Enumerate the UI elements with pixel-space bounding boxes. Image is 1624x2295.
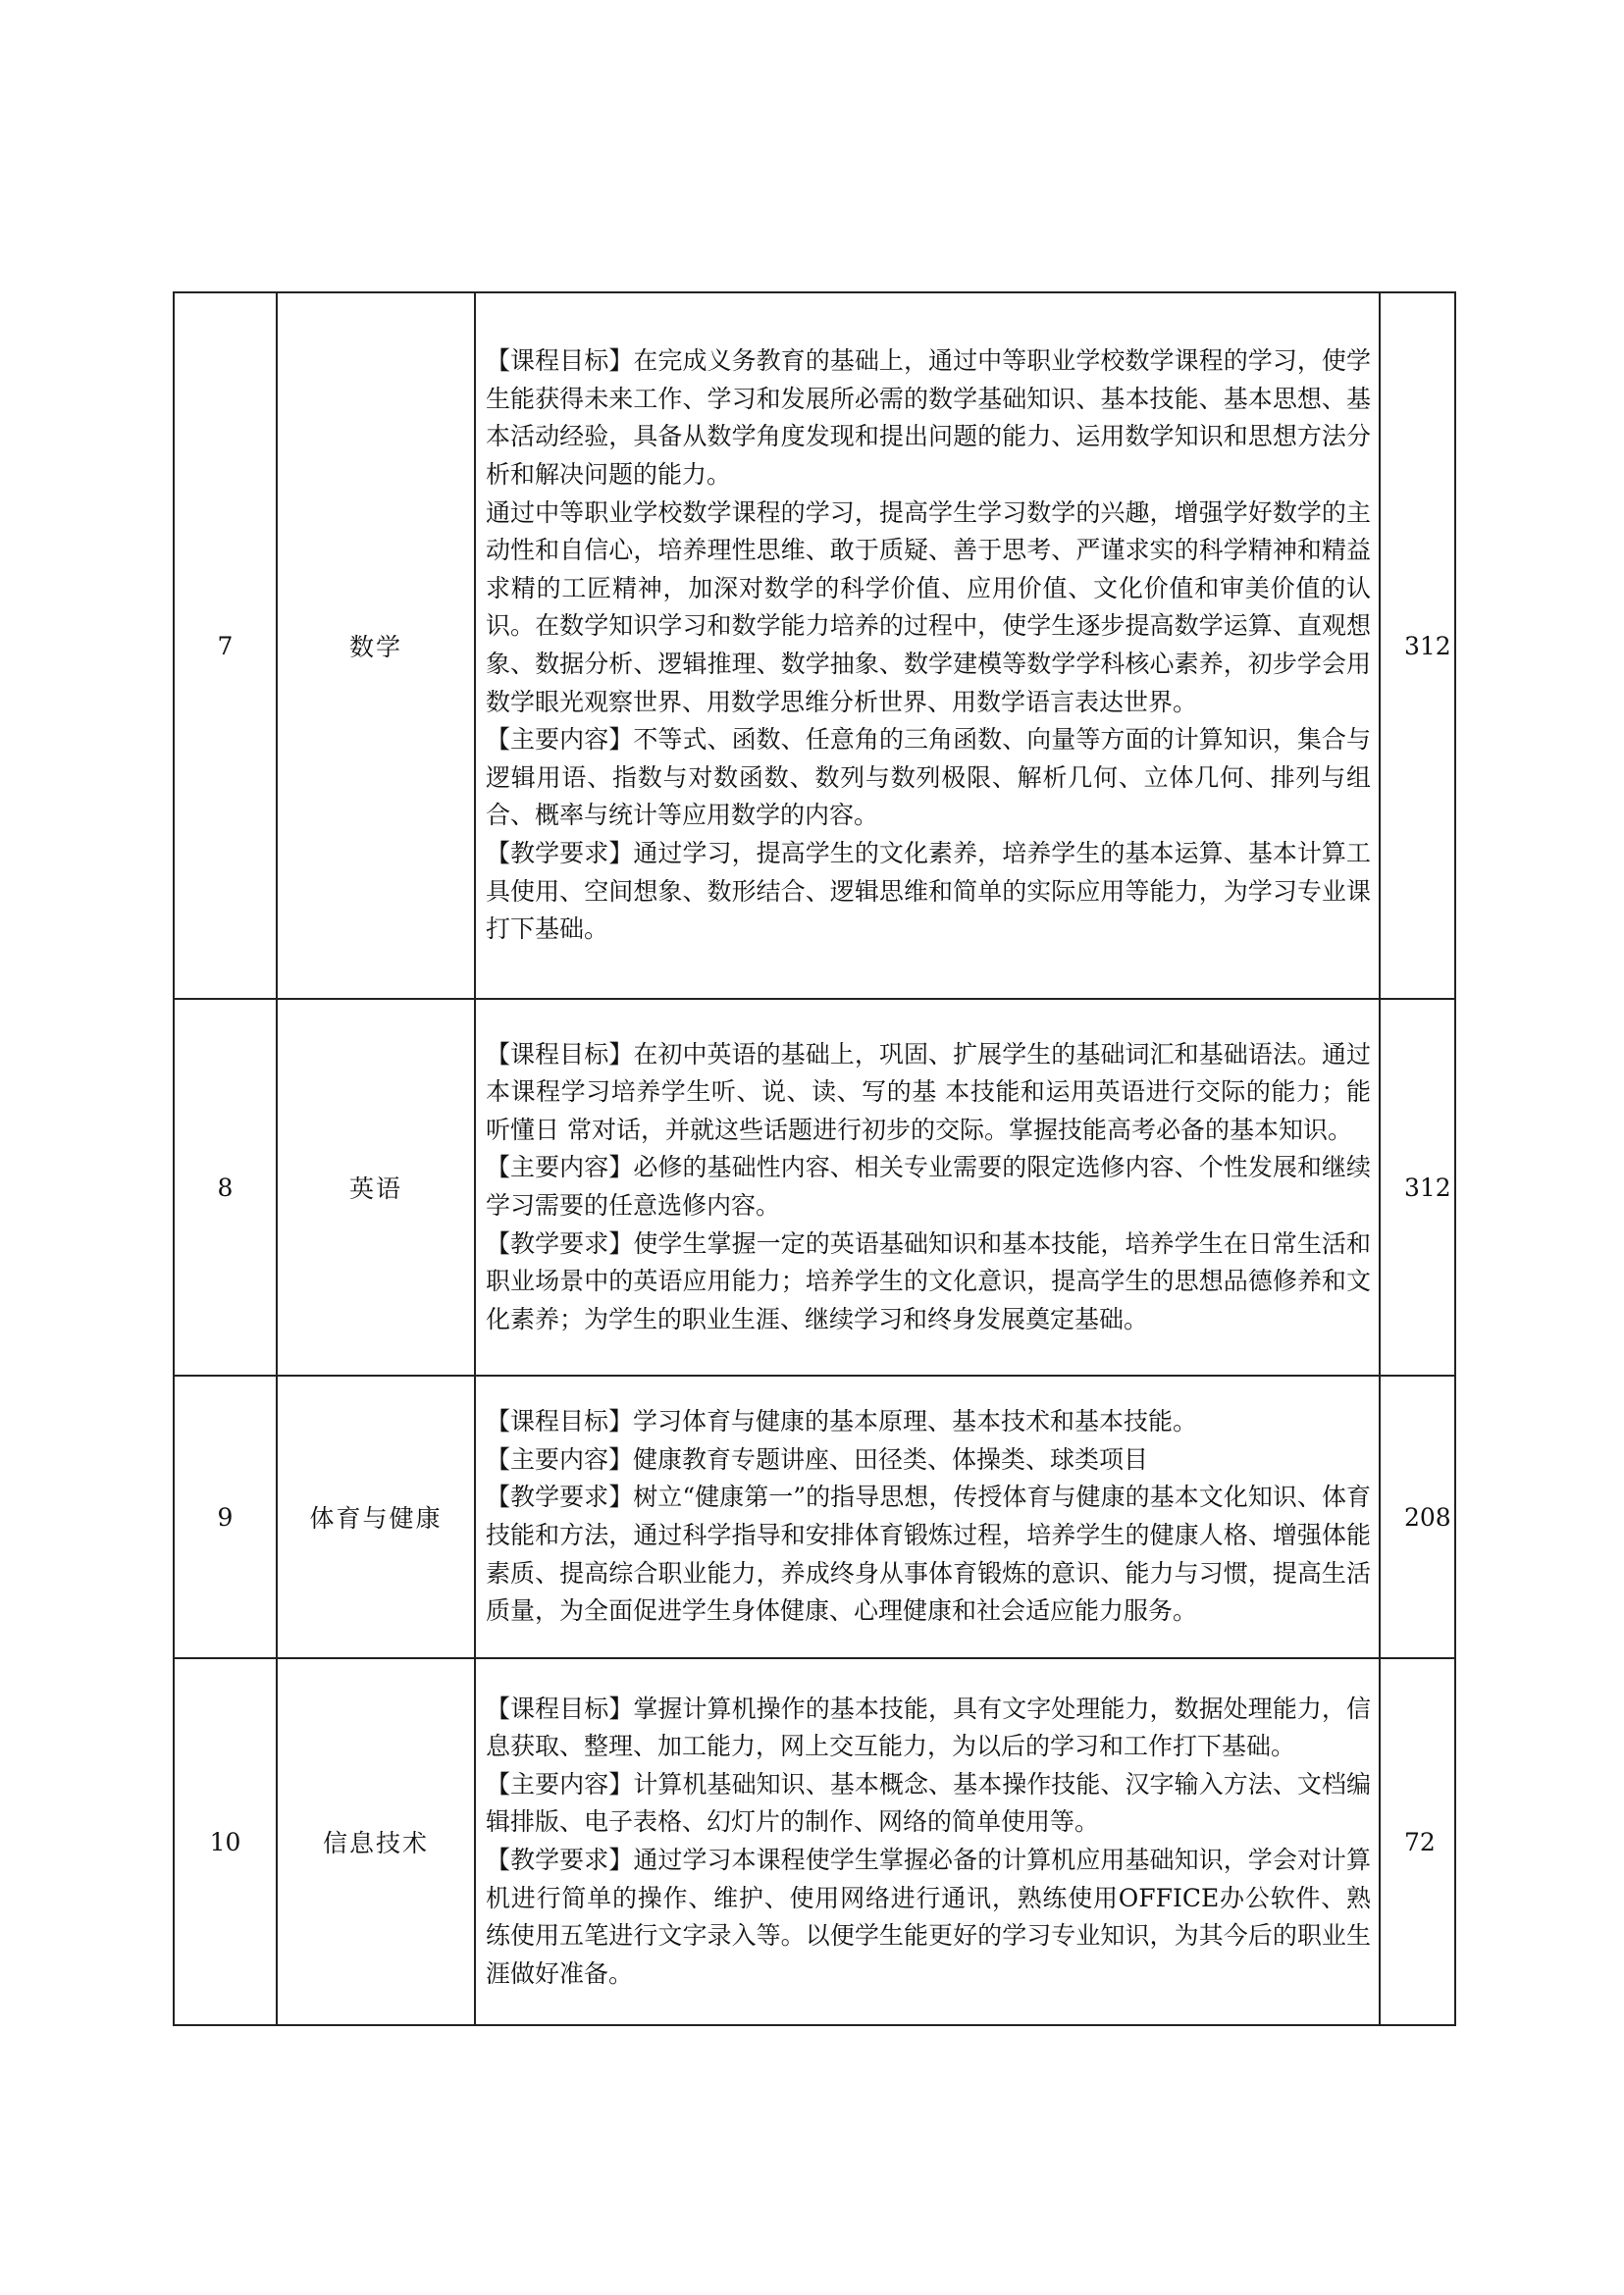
- course-hours: 208: [1380, 1376, 1455, 1658]
- course-requirements: 【教学要求】树立“健康第一”的指导思想，传授体育与健康的基本文化知识、体育技能和方法，通过科学指导和安排体育锻炼过程，培养学生的健康人格、增强体能素质、提高综合职业能力，养成终身从事体育锻炼的意识、能力与习惯，提高生活质量，为全面促进学生身体健康、心理健康和社会适应能力服务。: [486, 1483, 1371, 1626]
- course-content: 【主要内容】不等式、函数、任意角的三角函数、向量等方面的计算知识，集合与逻辑用语、指数与对数函数、数列与数列极限、解析几何、立体几何、排列与组合、概率与统计等应用数学的内容。: [486, 725, 1371, 830]
- table-row: [174, 292, 1455, 999]
- table-row: [174, 999, 1455, 1376]
- course-objective-detail: 通过中等职业学校数学课程的学习，提高学生学习数学的兴趣，增强学好数学的主动性和自信心，培养理性思维、敢于质疑、善于思考、严谨求实的科学精神和精益求精的工匠精神，加深对数学的科学价值、应用价值、文化价值和审美价值的认识。在数学知识学习和数学能力培养的过程中，使学生逐步提高数学运算、直观想象、数据分析、逻辑推理、数学抽象、数学建模等数学学科核心素养，初步学会用数学眼光观察世界、用数学思维分析世界、用数学语言表达世界。: [486, 497, 1371, 716]
- course-number: 7: [174, 292, 277, 999]
- course-description: [475, 1658, 1380, 2025]
- course-requirements: 【教学要求】使学生掌握一定的英语基础知识和基本技能，培养学生在日常生活和职业场景中的英语应用能力；培养学生的文化意识，提高学生的思想品德修养和文化素养；为学生的职业生涯、继续学习和终身发展奠定基础。: [486, 1228, 1371, 1333]
- course-objective: 【课程目标】在初中英语的基础上，巩固、扩展学生的基础词汇和基础语法。通过本课程学习培养学生听、说、读、写的基 本技能和运用英语进行交际的能力；能听懂日 常对话，并就这些话题进行初步的交际。掌握技能高考必备的基本知识。: [486, 1039, 1371, 1144]
- course-objective: 【课程目标】学习体育与健康的基本原理、基本技术和基本技能。: [486, 1407, 1198, 1436]
- course-name: 数学: [277, 292, 475, 999]
- course-content: 【主要内容】健康教育专题讲座、田径类、体操类、球类项目: [486, 1444, 1149, 1474]
- course-table: [173, 291, 1456, 2026]
- course-description: [475, 999, 1380, 1376]
- course-number: 10: [174, 1658, 277, 2025]
- course-hours: 72: [1380, 1658, 1455, 2025]
- course-objective: 【课程目标】在完成义务教育的基础上，通过中等职业学校数学课程的学习，使学生能获得未来工作、学习和发展所必需的数学基础知识、基本技能、基本思想、基本活动经验，具备从数学角度发现和提出问题的能力、运用数学知识和思想方法分析和解决问题的能力。: [486, 346, 1371, 490]
- course-number: 8: [174, 999, 277, 1376]
- course-hours: 312: [1380, 292, 1455, 999]
- course-requirements: 【教学要求】通过学习，提高学生的文化素养，培养学生的基本运算、基本计算工具使用、空间想象、数形结合、逻辑思维和简单的实际应用等能力，为学习专业课打下基础。: [486, 838, 1371, 944]
- table-row: [174, 1376, 1455, 1658]
- course-description: [475, 292, 1380, 999]
- course-description: [475, 1376, 1380, 1658]
- course-number: 9: [174, 1376, 277, 1658]
- course-content: 【主要内容】计算机基础知识、基本概念、基本操作技能、汉字输入方法、文档编辑排版、电子表格、幻灯片的制作、网络的简单使用等。: [486, 1769, 1371, 1837]
- table-row: [174, 1658, 1455, 2025]
- course-name: 体育与健康: [277, 1376, 475, 1658]
- course-requirements: 【教学要求】通过学习本课程使学生掌握必备的计算机应用基础知识，学会对计算机进行简单的操作、维护、使用网络进行通讯，熟练使用OFFICE办公软件、熟练使用五笔进行文字录入等。以便学生能更好的学习专业知识，为其今后的职业生涯做好准备。: [486, 1846, 1371, 1988]
- course-name: 信息技术: [277, 1658, 475, 2025]
- course-content: 【主要内容】必修的基础性内容、相关专业需要的限定选修内容、个性发展和继续学习需要的任意选修内容。: [486, 1153, 1371, 1220]
- course-objective: 【课程目标】掌握计算机操作的基本技能，具有文字处理能力，数据处理能力，信息获取、整理、加工能力，网上交互能力，为以后的学习和工作打下基础。: [486, 1694, 1371, 1761]
- course-hours: 312: [1380, 999, 1455, 1376]
- course-name: 英语: [277, 999, 475, 1376]
